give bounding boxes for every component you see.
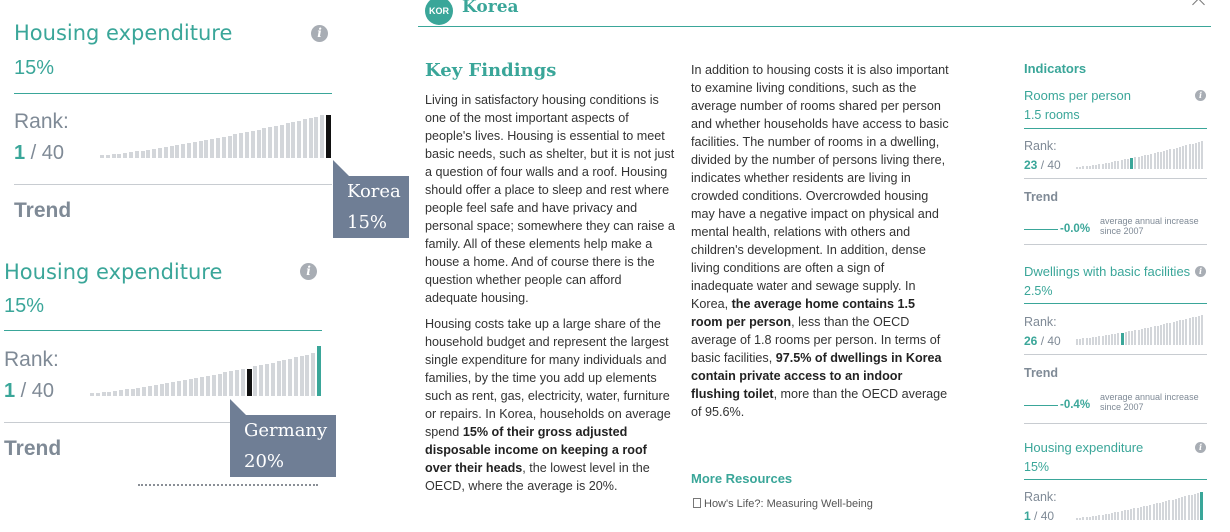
rank-bar[interactable]: [1197, 493, 1199, 520]
rank-bar[interactable]: [291, 122, 295, 158]
panel-title: Housing expenditure: [14, 21, 233, 45]
rank-bar[interactable]: [1098, 164, 1100, 169]
rank-bar[interactable]: [1163, 324, 1165, 345]
rank-bar[interactable]: [1200, 492, 1203, 520]
rank-bar[interactable]: [135, 151, 139, 158]
trend-label[interactable]: Trend: [14, 199, 72, 222]
rank-bar[interactable]: [247, 369, 252, 396]
rank-bar[interactable]: [1121, 333, 1124, 345]
rank-bar[interactable]: [262, 128, 266, 158]
rank-bar[interactable]: [187, 143, 191, 158]
rank-bar[interactable]: [90, 393, 94, 396]
rank-bar[interactable]: [294, 357, 298, 396]
info-icon[interactable]: i: [300, 263, 317, 280]
rank-bar[interactable]: [1169, 149, 1171, 169]
rank-bar[interactable]: [1182, 146, 1184, 169]
rank-bar[interactable]: [96, 393, 100, 396]
rank-bar[interactable]: [1181, 497, 1183, 520]
rank-bar[interactable]: [1089, 166, 1091, 169]
rank-bar[interactable]: [125, 389, 129, 396]
rank-bar[interactable]: [102, 392, 106, 396]
rank-bar[interactable]: [1140, 507, 1142, 520]
rank-bar[interactable]: [212, 375, 216, 396]
rank-bar[interactable]: [1191, 495, 1193, 520]
rank-bar[interactable]: [100, 155, 104, 158]
rank-bar[interactable]: [1076, 339, 1078, 345]
rank-bar[interactable]: [1143, 506, 1145, 520]
rank-bar[interactable]: [1198, 316, 1200, 345]
header-divider: [418, 26, 1211, 27]
divider: [1024, 479, 1207, 480]
rank-bar[interactable]: [1076, 167, 1078, 169]
country-badge: KOR: [425, 0, 453, 25]
panel-value: 15%: [4, 295, 45, 317]
rank-bar[interactable]: [119, 390, 123, 396]
trend-label[interactable]: Trend: [1024, 190, 1059, 204]
rank-bar[interactable]: [113, 391, 117, 396]
rank-bar-chart[interactable]: [100, 104, 334, 158]
document-icon: [693, 498, 701, 508]
rank-bar[interactable]: [1201, 315, 1203, 345]
rank-bar[interactable]: [210, 139, 214, 158]
rank-bar[interactable]: [1086, 338, 1088, 345]
trend-value: -0.4%: [1060, 399, 1091, 411]
rank-bar[interactable]: [160, 384, 164, 396]
tooltip-country: Korea: [347, 181, 401, 202]
rank-bar[interactable]: [1125, 332, 1127, 345]
rank-bar[interactable]: [259, 365, 263, 396]
rank-bar[interactable]: [1159, 503, 1161, 520]
rank-bar[interactable]: [1105, 514, 1107, 520]
rank-bar[interactable]: [1105, 335, 1107, 345]
rank-bar[interactable]: [1176, 148, 1178, 169]
rank-bar[interactable]: [1201, 141, 1203, 169]
rank-bar[interactable]: [1137, 508, 1139, 520]
rank-bar[interactable]: [1117, 161, 1119, 169]
rank-bar[interactable]: [1189, 318, 1191, 345]
rank-bar[interactable]: [177, 381, 181, 396]
rank-bar[interactable]: [1076, 518, 1078, 520]
rank-bar[interactable]: [1128, 331, 1130, 345]
rank-label: Rank:: [4, 348, 59, 371]
rank-bar[interactable]: [1192, 144, 1194, 169]
rank-bar[interactable]: [106, 155, 110, 158]
rank-bar[interactable]: [1089, 517, 1091, 520]
divider: [4, 330, 322, 331]
rank-bar[interactable]: [123, 153, 127, 158]
rank-bar[interactable]: [1157, 326, 1159, 345]
rank-bar[interactable]: [1150, 154, 1152, 169]
rank-bar[interactable]: [1134, 330, 1136, 345]
rank-bar[interactable]: [271, 363, 275, 396]
rank-bar[interactable]: [218, 374, 222, 396]
more-resources-title: More Resources: [691, 471, 793, 486]
resource-link[interactable]: How's Life?: Measuring Well-being: [693, 498, 873, 510]
tooltip-country: Germany: [244, 420, 328, 441]
rank-bar[interactable]: [146, 150, 150, 158]
rank-bar[interactable]: [1172, 500, 1174, 520]
indicator-value: 2.5%: [1024, 284, 1053, 298]
paragraph: In addition to housing costs it is also important to examine living conditions, such as the average number of rooms shared per person and whether households have access to basic facilities. The number of rooms in a dwelling, divided by the number of persons living there, indicates whether residents are living in crowded conditions. Overcrowded housing may have a negative impact on physical and mental health, relations with others and children's development. In addition, dense living conditions are often a sign of inadequate water and sewage supply. In Korea, the average home contains 1.5 room per person, less than the OECD average of 1.8 rooms per person. In terms of basic facilities, 97.5% of dwellings in Korea contain private access to an indoor flushing toilet, more than the OECD average of 95.6%.: [691, 63, 949, 419]
rank-bar[interactable]: [241, 369, 245, 396]
chevron-up-icon[interactable]: [1192, 0, 1205, 11]
rank-bar[interactable]: [1124, 510, 1126, 520]
rank-value: 26 / 40: [1024, 334, 1061, 348]
rank-bar[interactable]: [1144, 328, 1146, 345]
info-icon[interactable]: i: [1195, 90, 1206, 101]
paragraph: Living in satisfactory housing conditions is one of the most important aspects of people's lives. Housing is essential to meet basic needs, such as shelter, but it is not just a question of four walls and a roof. Housing should offer a place to sleep and rest where people feel safe and have privacy and personal space; somewhere they can raise a family. All of these elements help make a house a home. And of course there is the question whether people can afford adequate housing.: [425, 93, 675, 305]
rank-bar[interactable]: [1149, 505, 1151, 520]
rank-bar[interactable]: [314, 117, 318, 158]
divider: [1024, 244, 1207, 245]
rank-bar[interactable]: [204, 140, 208, 158]
rank-bar[interactable]: [1194, 494, 1196, 520]
rank-bar[interactable]: [228, 136, 232, 158]
paragraph: Housing costs take up a large share of the household budget and represent the largest single expenditure for many individuals and families, by the time you add up elements such as rent, gas, electricity, water, furniture or repairs. In Korea, households on average spend 15% of their gross adjusted disposable income on keeping a roof over their heads, the lowest level in the OECD, where the average is 20%.: [425, 317, 671, 493]
rank-bar[interactable]: [117, 154, 121, 158]
rank-bar[interactable]: [1147, 328, 1149, 345]
rank-bar[interactable]: [1138, 330, 1140, 345]
rank-bar[interactable]: [1173, 322, 1175, 345]
rank-bar[interactable]: [206, 376, 210, 396]
rank-bar[interactable]: [107, 392, 111, 396]
divider: [1024, 178, 1207, 179]
rank-bar[interactable]: [1175, 499, 1177, 520]
rank-bar[interactable]: [1182, 320, 1184, 345]
rank-bar[interactable]: [1144, 155, 1146, 169]
rank-bar[interactable]: [152, 149, 156, 158]
rank-bar[interactable]: [326, 115, 331, 158]
trend-note: average annual increase since 2007: [1100, 392, 1199, 412]
rank-bar[interactable]: [1130, 158, 1133, 169]
rank-value: 1 / 40: [4, 380, 55, 402]
rank-bar[interactable]: [193, 142, 197, 158]
rank-bar[interactable]: [288, 359, 292, 396]
rank-bar[interactable]: [170, 146, 174, 158]
rank-bar[interactable]: [1117, 333, 1119, 345]
rank-bar[interactable]: [1098, 515, 1100, 520]
rank-bar[interactable]: [280, 125, 284, 158]
rank-value: 23 / 40: [1024, 158, 1061, 172]
rank-bar[interactable]: [1102, 515, 1104, 520]
rank-bar[interactable]: [1141, 329, 1143, 345]
trend-line: [1024, 405, 1058, 406]
rank-bar[interactable]: [154, 385, 158, 396]
indicator-panel-korea: [0, 0, 345, 240]
rank-bar[interactable]: [1130, 509, 1132, 520]
rank-bar[interactable]: [1079, 518, 1081, 520]
tooltip-value: 20%: [244, 451, 285, 472]
rank-bar[interactable]: [1108, 163, 1110, 169]
rank-bar[interactable]: [164, 147, 168, 158]
rank-bar[interactable]: [309, 118, 313, 158]
rank-bar[interactable]: [1150, 327, 1152, 345]
rank-bar[interactable]: [239, 133, 243, 158]
rank-bar[interactable]: [1154, 326, 1156, 345]
article-column-1: [425, 91, 675, 503]
rank-bar[interactable]: [1160, 325, 1162, 345]
rank-bar[interactable]: [1121, 511, 1123, 520]
indicator-value: 1.5 rooms: [1024, 108, 1080, 122]
rank-bar[interactable]: [1079, 167, 1081, 169]
rank-bar[interactable]: [1166, 323, 1168, 345]
rank-bar[interactable]: [1082, 517, 1084, 520]
rank-label: Rank:: [1024, 139, 1057, 153]
rank-bar[interactable]: [1146, 506, 1148, 520]
rank-bar[interactable]: [1133, 508, 1135, 520]
rank-bar[interactable]: [1111, 162, 1113, 169]
rank-bar[interactable]: [297, 121, 301, 158]
rank-bar[interactable]: [282, 360, 286, 396]
rank-bar[interactable]: [265, 364, 269, 396]
tooltip-germany: [230, 415, 336, 477]
rank-bar[interactable]: [222, 137, 226, 158]
rank-bar[interactable]: [158, 148, 162, 158]
rank-bar[interactable]: [320, 115, 324, 158]
indicators-title: Indicators: [1024, 61, 1087, 76]
divider: [1024, 354, 1207, 355]
rank-bar[interactable]: [1111, 334, 1113, 345]
rank-bar[interactable]: [148, 386, 152, 396]
rank-bar[interactable]: [1117, 512, 1119, 520]
rank-bar[interactable]: [199, 141, 203, 158]
rank-bar[interactable]: [175, 145, 179, 158]
rank-bar[interactable]: [268, 127, 272, 158]
rank-bar[interactable]: [1165, 501, 1167, 520]
rank-bar[interactable]: [1163, 151, 1165, 169]
rank-bar[interactable]: [1092, 516, 1094, 520]
rank-bar[interactable]: [1108, 514, 1110, 520]
info-icon[interactable]: i: [1195, 442, 1206, 453]
indicator-name: Housing expenditure: [1024, 440, 1144, 455]
trend-label[interactable]: Trend: [1024, 366, 1059, 380]
rank-bar[interactable]: [1098, 336, 1100, 345]
rank-bar[interactable]: [1121, 160, 1123, 169]
rank-bar[interactable]: [1184, 496, 1186, 520]
rank-bar[interactable]: [1162, 502, 1164, 520]
divider: [1024, 128, 1207, 129]
rank-bar[interactable]: [245, 132, 249, 158]
rank-bar[interactable]: [253, 366, 257, 396]
rank-bar[interactable]: [1134, 157, 1136, 169]
rank-bar[interactable]: [141, 151, 145, 158]
rank-label: Rank:: [1024, 315, 1057, 329]
indicator-name: Rooms per person: [1024, 88, 1131, 103]
rank-bar-chart[interactable]: [90, 342, 324, 396]
rank-bar[interactable]: [1114, 512, 1116, 520]
rank-value: 1 / 40: [1024, 509, 1055, 523]
rank-bar[interactable]: [129, 152, 133, 158]
rank-bar[interactable]: [1108, 335, 1110, 345]
rank-bar[interactable]: [1147, 155, 1149, 169]
rank-bar[interactable]: [1114, 334, 1116, 345]
rank-bar[interactable]: [1095, 165, 1097, 169]
rank-bar[interactable]: [1173, 149, 1175, 169]
rank-bar[interactable]: [1185, 145, 1187, 169]
rank-bar[interactable]: [1092, 165, 1094, 169]
divider: [14, 184, 332, 185]
rank-bar[interactable]: [112, 154, 116, 158]
rank-bar[interactable]: [171, 382, 175, 396]
trend-value: -0.0%: [1060, 223, 1091, 235]
rank-bar[interactable]: [1089, 338, 1091, 345]
rank-bar[interactable]: [286, 123, 290, 158]
divider: [14, 93, 332, 94]
rank-bar[interactable]: [1154, 153, 1156, 169]
rank-bar[interactable]: [131, 389, 135, 396]
rank-bar[interactable]: [1079, 339, 1081, 345]
rank-value: 1 / 40: [14, 142, 65, 164]
rank-bar[interactable]: [1095, 516, 1097, 520]
rank-bar[interactable]: [251, 131, 255, 158]
rank-bar[interactable]: [1185, 319, 1187, 345]
rank-bar[interactable]: [223, 372, 227, 396]
rank-bar[interactable]: [1153, 504, 1155, 520]
rank-bar[interactable]: [216, 138, 220, 158]
article-column-2: [691, 61, 949, 429]
rank-bar[interactable]: [1111, 513, 1113, 520]
rank-bar[interactable]: [1179, 320, 1181, 345]
rank-bar[interactable]: [277, 361, 281, 396]
rank-bar[interactable]: [300, 356, 304, 396]
indicator-name: Dwellings with basic facilities: [1024, 264, 1191, 279]
info-icon[interactable]: i: [1195, 266, 1206, 277]
rank-bar[interactable]: [1195, 143, 1197, 169]
rank-bar[interactable]: [1198, 142, 1200, 169]
rank-bar[interactable]: [1166, 150, 1168, 169]
rank-bar-chart[interactable]: [1076, 313, 1207, 345]
rank-bar[interactable]: [1157, 152, 1159, 169]
rank-bar[interactable]: [1102, 164, 1104, 169]
panel-value: 15%: [14, 57, 55, 79]
rank-bar-chart[interactable]: [1076, 488, 1207, 520]
rank-bar[interactable]: [1138, 157, 1140, 169]
rank-bar[interactable]: [183, 380, 187, 396]
rank-bar[interactable]: [1082, 166, 1084, 169]
rank-bar[interactable]: [165, 383, 169, 396]
rank-bar[interactable]: [317, 346, 321, 396]
rank-bar[interactable]: [235, 370, 239, 396]
country-title: Korea: [462, 0, 519, 17]
divider: [1024, 303, 1207, 304]
tooltip-value: 15%: [347, 212, 388, 233]
rank-bar[interactable]: [1131, 331, 1133, 345]
rank-bar[interactable]: [257, 130, 261, 158]
rank-bar[interactable]: [1105, 163, 1107, 169]
rank-bar[interactable]: [1188, 495, 1190, 520]
rank-bar[interactable]: [233, 134, 237, 158]
rank-bar[interactable]: [200, 377, 204, 396]
rank-bar[interactable]: [1092, 337, 1094, 345]
rank-bar[interactable]: [1127, 510, 1129, 520]
trend-note: average annual increase since 2007: [1100, 216, 1199, 236]
rank-bar[interactable]: [1168, 500, 1170, 520]
rank-bar[interactable]: [1095, 337, 1097, 345]
rank-bar[interactable]: [1086, 166, 1088, 169]
key-findings-title: Key Findings: [425, 60, 557, 81]
rank-bar[interactable]: [1156, 503, 1158, 520]
rank-bar[interactable]: [181, 144, 185, 158]
rank-bar[interactable]: [1192, 317, 1194, 345]
panel-title: Housing expenditure: [4, 260, 223, 284]
trend-line: [1024, 229, 1058, 230]
rank-bar[interactable]: [1195, 317, 1197, 345]
trend-label[interactable]: Trend: [4, 437, 62, 460]
rank-bar[interactable]: [1127, 159, 1129, 169]
rank-bar[interactable]: [194, 378, 198, 396]
tooltip-korea: [333, 176, 409, 238]
rank-bar[interactable]: [1082, 338, 1084, 345]
rank-bar[interactable]: [189, 379, 193, 396]
rank-bar-chart[interactable]: [1076, 137, 1207, 169]
rank-bar[interactable]: [142, 387, 146, 396]
rank-bar[interactable]: [274, 126, 278, 158]
rank-bar[interactable]: [1169, 323, 1171, 345]
rank-bar[interactable]: [229, 371, 233, 396]
rank-bar[interactable]: [1124, 159, 1126, 169]
cut-off-text: [138, 484, 318, 488]
rank-bar[interactable]: [305, 355, 309, 396]
rank-bar[interactable]: [1176, 321, 1178, 345]
rank-label: Rank:: [1024, 490, 1057, 504]
rank-bar[interactable]: [1086, 517, 1088, 520]
info-icon[interactable]: i: [311, 25, 328, 42]
rank-bar[interactable]: [1179, 147, 1181, 169]
rank-bar[interactable]: [1114, 161, 1116, 169]
rank-bar[interactable]: [136, 388, 140, 396]
rank-bar[interactable]: [1102, 336, 1104, 345]
divider: [1024, 423, 1207, 424]
rank-bar[interactable]: [311, 353, 315, 396]
indicator-value: 15%: [1024, 460, 1050, 474]
rank-bar[interactable]: [303, 119, 307, 158]
rank-bar[interactable]: [1189, 144, 1191, 169]
rank-bar[interactable]: [1160, 152, 1162, 169]
rank-label: Rank:: [14, 110, 69, 133]
rank-bar[interactable]: [1141, 156, 1143, 169]
rank-bar[interactable]: [1178, 498, 1180, 520]
